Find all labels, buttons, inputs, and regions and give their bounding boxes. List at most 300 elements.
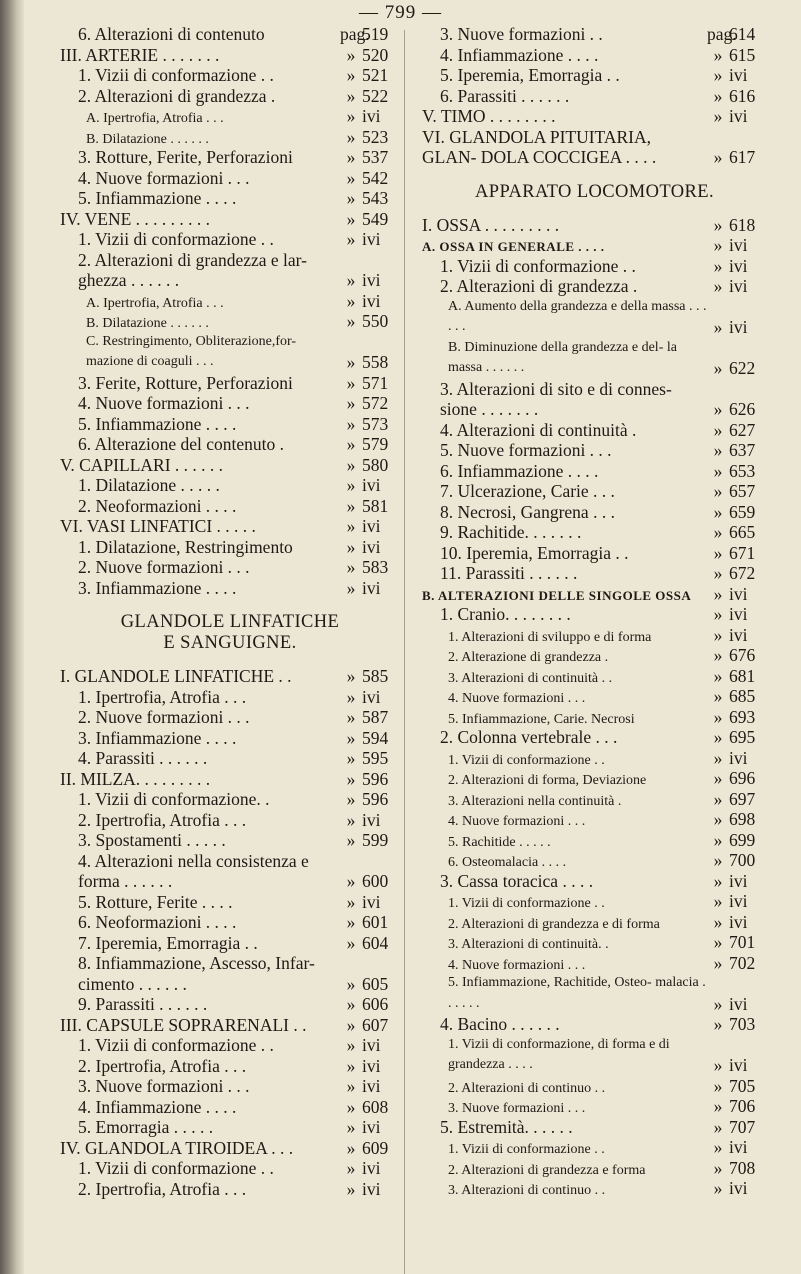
toc-entry (422, 604, 767, 625)
section-heading-line: APPARATO LOCOMOTORE. (475, 181, 714, 202)
toc-entry (60, 557, 400, 578)
toc-entry-title: 3. Cassa toracica . . . . (440, 870, 594, 891)
toc-entry (60, 24, 400, 45)
toc-page-marker: pag. (340, 24, 370, 44)
toc-page-marker: » (346, 229, 356, 249)
toc-page-marker: » (346, 393, 356, 413)
toc-entry (422, 871, 767, 892)
toc-entry-title: 11. Parassiti . . . . . . (440, 563, 578, 583)
toc-page-marker: » (713, 147, 723, 167)
toc-page-marker: » (713, 1178, 723, 1198)
toc-page-marker: » (713, 1116, 723, 1137)
toc-entry (422, 256, 767, 277)
toc-entry-title: II. MILZA. . . . . . . . . (60, 768, 211, 789)
toc-page-marker: » (713, 276, 723, 296)
toc-entry-title: 3. Rotture, Ferite, Perforazioni (78, 147, 293, 167)
toc-entry-title: 2. Alterazioni di grandezza e di forma (448, 916, 660, 932)
toc-entry-title: 6. Osteomalacia . . . . (448, 855, 567, 870)
toc-page-marker: » (346, 789, 356, 809)
toc-page-number: 595 (362, 748, 389, 768)
toc-entry (422, 809, 767, 830)
toc-entry-title: 5. Emorragia . . . . . (78, 1117, 214, 1137)
toc-entry-title: 1. Vizii di conformazione . . (448, 1142, 605, 1157)
toc-page-number: ivi (362, 1076, 381, 1096)
toc-entry-title: 4. Nuove formazioni . . . (78, 393, 250, 413)
toc-page-number: ivi (729, 106, 748, 126)
toc-page-number: 708 (729, 1157, 756, 1178)
toc-entry (422, 297, 767, 338)
toc-page-number: 558 (362, 352, 389, 372)
toc-entry-title: 3. Alterazioni nella continuità . (448, 793, 622, 809)
toc-page-marker: » (713, 44, 723, 65)
toc-page-number: 579 (362, 434, 389, 454)
toc-page-marker: » (713, 706, 723, 727)
toc-page-number: ivi (729, 747, 748, 768)
toc-page-number: 585 (362, 666, 389, 686)
toc-entry (60, 147, 400, 168)
toc-page-number: 653 (729, 460, 756, 481)
toc-entry (60, 912, 400, 933)
toc-page-marker: » (346, 1076, 356, 1096)
toc-entry-title: 2. Alterazioni di grandezza . (78, 85, 276, 106)
toc-entry (422, 953, 767, 974)
toc-page-number: 685 (729, 686, 756, 706)
toc-entry (422, 727, 767, 748)
toc-entry-title: I. OSSA . . . . . . . . . (422, 214, 560, 235)
toc-page-marker: » (713, 747, 723, 768)
toc-page-marker: » (346, 1158, 356, 1178)
toc-page-number: 580 (362, 454, 389, 475)
toc-entry-title: 2. Alterazioni di grandezza . (440, 276, 638, 296)
toc-entry (60, 291, 400, 312)
toc-entry-title: 5. Rachitide . . . . . (448, 834, 551, 850)
toc-entry (60, 537, 400, 558)
toc-entry (422, 502, 767, 523)
toc-page-number: 626 (729, 399, 756, 419)
toc-entry-title: 4. Nuove formazioni . . . (448, 691, 586, 706)
toc-entry (422, 543, 767, 564)
toc-page-number: ivi (729, 911, 748, 932)
toc-page-number: 607 (362, 1014, 389, 1035)
section-heading (60, 612, 400, 654)
toc-entry (60, 127, 400, 148)
toc-page-marker: » (346, 147, 356, 167)
toc-page-marker: » (346, 536, 356, 557)
toc-page-marker: » (713, 1075, 723, 1096)
toc-entry (60, 414, 400, 435)
toc-page-number: 587 (362, 707, 389, 727)
toc-page-number: 701 (729, 932, 756, 952)
toc-page-marker: » (713, 624, 723, 645)
toc-page-marker: » (346, 85, 356, 106)
toc-entry-title: 1. Cranio. . . . . . . . (440, 604, 571, 624)
toc-entry-title: 4. Alterazioni di continuità . (440, 419, 637, 440)
toc-page-marker: » (713, 932, 723, 952)
toc-page-marker: » (346, 891, 356, 912)
toc-entry (60, 496, 400, 517)
toc-page-number: 622 (729, 358, 756, 378)
toc-page-marker: » (346, 495, 356, 516)
toc-page-number: 705 (729, 1075, 756, 1096)
toc-page-number: ivi (362, 686, 381, 707)
toc-page-marker: » (346, 748, 356, 768)
toc-entry (60, 830, 400, 851)
toc-page-number: 599 (362, 830, 389, 850)
toc-entry (422, 1076, 767, 1097)
toc-entry (422, 461, 767, 482)
toc-entry (422, 789, 767, 810)
toc-entry (422, 645, 767, 666)
toc-page-number: ivi (729, 65, 748, 85)
toc-entry-title: 1. Vizii di conformazione . . (78, 65, 274, 85)
toc-page-number: ivi (729, 276, 748, 296)
toc-page-marker: » (713, 481, 723, 501)
toc-page-number: ivi (729, 255, 748, 276)
toc-page-marker: » (713, 870, 723, 891)
toc-page-marker: » (346, 413, 356, 434)
toc-entry-title: 3. Nuove formazioni . . . (448, 1101, 586, 1116)
toc-page-marker: » (713, 727, 723, 747)
toc-entry-title: 4. Infiammazione . . . . (440, 44, 599, 65)
toc-page-number: ivi (729, 1055, 748, 1075)
toc-page-number: 706 (729, 1096, 756, 1116)
toc-entry-title: III. ARTERIE . . . . . . . (60, 44, 220, 65)
toc-page-number: 520 (362, 44, 389, 65)
toc-page-number: 681 (729, 665, 756, 686)
toc-page-number: 702 (729, 952, 756, 973)
toc-page-number: ivi (362, 1158, 381, 1178)
toc-page-marker: » (713, 255, 723, 276)
toc-entry-title: 2. Ipertrofia, Atrofia . . . (78, 1178, 247, 1199)
toc-page-number: ivi (729, 235, 748, 255)
toc-entry-title: 2. Colonna vertebrale . . . (440, 727, 618, 747)
toc-entry (422, 1117, 767, 1138)
toc-page-marker: » (346, 809, 356, 830)
toc-entry (422, 24, 767, 45)
toc-entry (60, 393, 400, 414)
toc-entry-title: 3. Ferite, Rotture, Perforazioni (78, 372, 293, 393)
toc-entry-title: A. Aumento della grandezza e della massa . . . . . . (448, 298, 707, 334)
toc-entry (422, 235, 767, 256)
toc-entry-title: 4. Nuove formazioni . . . (78, 167, 250, 188)
toc-page-number: 596 (362, 768, 389, 789)
toc-entry-title: 8. Infiammazione, Ascesso, Infar- cimento . . . . . . (78, 953, 315, 994)
toc-page-marker: » (713, 993, 723, 1014)
toc-entry-title: 4. Bacino . . . . . . (440, 1014, 560, 1034)
toc-page-number: ivi (729, 583, 748, 604)
toc-page-marker: » (713, 399, 723, 419)
toc-page-number: ivi (729, 891, 748, 911)
toc-entry-title: 2. Ipertrofia, Atrofia . . . (78, 1055, 247, 1076)
toc-page-marker: » (346, 1137, 356, 1158)
toc-entry (422, 973, 767, 1014)
toc-entry-title: 7. Iperemia, Emorragia . . (78, 932, 258, 953)
toc-page-marker: » (713, 65, 723, 85)
toc-entry (60, 933, 400, 954)
toc-entry (60, 789, 400, 810)
toc-page-number: 698 (729, 809, 756, 829)
toc-entry-title: B. Diminuzione della grandezza e del- la massa . . . . . . (448, 339, 677, 375)
toc-page-number: 550 (362, 311, 389, 331)
toc-entry-title: III. CAPSULE SOPRARENALI . . (60, 1014, 307, 1035)
toc-entry (60, 953, 400, 994)
toc-entry (422, 584, 767, 605)
toc-entry-title: 2. Alterazioni di grandezza e forma (448, 1162, 646, 1178)
toc-page-marker: » (713, 686, 723, 706)
toc-page-number: ivi (362, 1055, 381, 1076)
toc-entry (60, 1158, 400, 1179)
toc-page-number: ivi (362, 516, 381, 536)
toc-page-number: 572 (362, 393, 389, 413)
toc-page-marker: » (346, 270, 356, 290)
toc-entry-title: 1. Vizii di conformazione . . (78, 229, 274, 249)
toc-page-marker: » (713, 1137, 723, 1157)
toc-entry (60, 748, 400, 769)
toc-entry-title: 2. Alterazioni di grandezza e lar- ghezza . . . . . . (78, 249, 307, 290)
toc-page-number: 609 (362, 1137, 389, 1158)
toc-page-marker: » (713, 419, 723, 440)
toc-page-marker: » (713, 106, 723, 126)
toc-entry (422, 1014, 767, 1035)
toc-entry (422, 768, 767, 789)
toc-entry (60, 810, 400, 831)
toc-page-marker: » (346, 1014, 356, 1035)
toc-entry (60, 106, 400, 127)
toc-page-number: ivi (362, 809, 381, 830)
toc-entry-title: 5. Iperemia, Emorragia . . (440, 65, 620, 85)
toc-entry-title: B. ALTERAZIONI DELLE SINGOLE OSSA (422, 587, 692, 603)
toc-page-number: 581 (362, 495, 389, 516)
toc-page-marker: » (713, 604, 723, 624)
toc-entry (422, 481, 767, 502)
toc-entry-title: 5. Infiammazione . . . . (78, 188, 237, 208)
toc-entry (422, 686, 767, 707)
toc-page-number: 600 (362, 871, 389, 891)
toc-entry-title: 5. Infiammazione . . . . (78, 413, 237, 434)
toc-page-number: ivi (729, 870, 748, 891)
toc-page-number: 615 (729, 44, 756, 65)
toc-page-number: ivi (729, 624, 748, 645)
toc-page-number: 657 (729, 481, 756, 501)
toc-page-number: 537 (362, 147, 389, 167)
toc-entry (60, 1097, 400, 1118)
toc-page-number: ivi (729, 317, 748, 337)
toc-page-marker: » (346, 557, 356, 577)
toc-page-marker: » (346, 290, 356, 311)
toc-page-marker: » (346, 768, 356, 789)
toc-page-marker: » (713, 665, 723, 686)
toc-page-number: 703 (729, 1014, 756, 1034)
section-heading-line: GLANDOLE LINFATICHE (120, 612, 340, 632)
toc-page-marker: pag. (707, 24, 737, 44)
toc-page-number: 672 (729, 563, 756, 583)
toc-page-number: 696 (729, 768, 756, 788)
toc-page-marker: » (346, 666, 356, 686)
toc-page-marker: » (346, 434, 356, 454)
toc-entry-title: 5. Rotture, Ferite . . . . (78, 891, 233, 912)
toc-page-number: ivi (729, 1137, 748, 1157)
toc-page-number: 542 (362, 167, 389, 188)
toc-page-marker: » (346, 994, 356, 1014)
toc-page-number: 604 (362, 932, 389, 953)
toc-page-marker: » (713, 235, 723, 255)
toc-entry (422, 45, 767, 66)
toc-entry-title: 1. Vizii di conformazione. . (78, 789, 270, 809)
toc-page-marker: » (346, 1178, 356, 1199)
toc-entry-title: IV. GLANDOLA TIROIDEA . . . (60, 1137, 294, 1158)
toc-entry (60, 578, 400, 599)
toc-page-number: 659 (729, 501, 756, 522)
toc-page-marker: » (346, 830, 356, 850)
toc-page-marker: » (713, 809, 723, 829)
toc-page-marker: » (713, 460, 723, 481)
toc-page-marker: » (346, 208, 356, 229)
toc-entry (60, 434, 400, 455)
toc-entry (60, 229, 400, 250)
toc-page-number: 614 (729, 24, 756, 44)
toc-page-marker: » (346, 126, 356, 147)
toc-entry-title: 5. Infiammazione, Rachitide, Osteo- malacia . . . . . . (448, 975, 706, 1011)
toc-page-marker: » (713, 85, 723, 106)
toc-entry-title: 1. Alterazioni di sviluppo e di forma (448, 629, 652, 645)
toc-entry-title: 7. Ulcerazione, Carie . . . (440, 481, 615, 501)
toc-page-marker: » (346, 1055, 356, 1076)
toc-page-number: ivi (362, 270, 381, 290)
toc-page-number: 594 (362, 727, 389, 748)
toc-page-marker: » (346, 167, 356, 188)
toc-page-number: 618 (729, 214, 756, 235)
toc-entry (60, 1138, 400, 1159)
toc-entry (60, 1015, 400, 1036)
toc-entry-title: 4. Nuove formazioni . . . (448, 814, 586, 829)
toc-page-number: 583 (362, 557, 389, 577)
toc-page-marker: » (346, 871, 356, 891)
toc-entry-title: 3. Alterazioni di continuità. . (448, 937, 609, 952)
toc-page-marker: » (713, 317, 723, 337)
toc-entry-title: IV. VENE . . . . . . . . . (60, 208, 211, 229)
toc-page-marker: » (713, 358, 723, 378)
toc-entry-title: V. CAPILLARI . . . . . . (60, 454, 224, 475)
toc-entry (422, 522, 767, 543)
toc-page-marker: » (346, 516, 356, 536)
toc-page-marker: » (713, 214, 723, 235)
toc-entry-title: 9. Rachitide. . . . . . . (440, 522, 582, 542)
toc-entry (60, 707, 400, 728)
toc-page-number: 522 (362, 85, 389, 106)
toc-page-marker: » (346, 912, 356, 932)
toc-page-number: 637 (729, 440, 756, 460)
toc-page-number: ivi (362, 536, 381, 557)
toc-entry-title: C. Restringimento, Obliterazione,for- mazione di coaguli . . . (86, 333, 297, 369)
toc-page-number: 571 (362, 372, 389, 393)
toc-entry (60, 86, 400, 107)
toc-page-marker: » (713, 911, 723, 932)
toc-page-number: ivi (729, 1178, 748, 1198)
column-divider (404, 30, 405, 1274)
toc-entry-title: V. TIMO . . . . . . . . (422, 106, 556, 126)
toc-entry (60, 728, 400, 749)
toc-page-marker: » (346, 973, 356, 994)
toc-entry (60, 1056, 400, 1077)
toc-page-marker: » (713, 952, 723, 973)
toc-entry-title: 2. Nuove formazioni . . . (78, 557, 250, 577)
toc-entry-title: VI. VASI LINFATICI . . . . . (60, 516, 256, 536)
toc-page-marker: » (713, 891, 723, 911)
toc-entry (422, 707, 767, 728)
toc-entry (422, 830, 767, 851)
toc-entry-title: VI. GLANDOLA PITUITARIA, GLAN- DOLA COCCIGEA . . . . (422, 126, 657, 167)
toc-page-number: ivi (362, 290, 381, 311)
toc-page-number: 627 (729, 419, 756, 440)
toc-entry (60, 687, 400, 708)
toc-entry (60, 475, 400, 496)
toc-entry (422, 65, 767, 86)
toc-page-number: ivi (362, 577, 381, 598)
toc-entry (60, 311, 400, 332)
toc-entry-title: B. Dilatazione . . . . . . (86, 316, 209, 331)
toc-page-number: 519 (362, 24, 389, 44)
toc-entry-title: 5. Estremità. . . . . . (440, 1116, 573, 1137)
toc-page-number: 608 (362, 1096, 389, 1117)
toc-page-number: 596 (362, 789, 389, 809)
toc-page-marker: » (713, 850, 723, 870)
toc-page-number: 601 (362, 912, 389, 932)
toc-page-marker: » (713, 583, 723, 604)
toc-entry-title: 1. Vizii di conformazione . . (440, 255, 636, 276)
toc-page-marker: » (713, 440, 723, 460)
toc-entry-title: 1. Vizii di conformazione . . (78, 1158, 274, 1178)
toc-entry-title: 2. Neoformazioni . . . . (78, 495, 237, 516)
toc-entry (422, 850, 767, 871)
toc-page-marker: » (346, 65, 356, 85)
toc-page-number: ivi (729, 993, 748, 1014)
toc-entry-title: I. GLANDOLE LINFATICHE . . (60, 666, 292, 686)
toc-entry-title: 1. Vizii di conformazione, di forma e di grandezza . . . . (448, 1036, 670, 1072)
toc-page-marker: » (346, 707, 356, 727)
toc-entry-title: 6. Alterazioni di contenuto (78, 24, 265, 44)
toc-entry-title: 5. Nuove formazioni . . . (440, 440, 612, 460)
toc-entry-title: 6. Parassiti . . . . . . (440, 85, 570, 106)
toc-page-marker: » (346, 932, 356, 953)
toc-page-number: 676 (729, 645, 756, 665)
toc-entry-title: 3. Alterazioni di continuità . . (448, 670, 613, 686)
toc-entry (60, 851, 400, 892)
toc-entry-title: 6. Infiammazione . . . . (440, 460, 599, 481)
toc-page-number: 605 (362, 973, 389, 994)
toc-entry-title: 2. Alterazioni di continuo . . (448, 1080, 606, 1096)
page-number: — 799 — (359, 2, 442, 23)
toc-entry-title: 3. Nuove formazioni . . . (78, 1076, 250, 1096)
toc-entry (422, 912, 767, 933)
toc-entry (60, 516, 400, 537)
toc-page-number: ivi (362, 891, 381, 912)
toc-entry (60, 1076, 400, 1097)
toc-entry (422, 379, 767, 420)
toc-entry (422, 1035, 767, 1076)
toc-entry (422, 276, 767, 297)
toc-entry (422, 1096, 767, 1117)
toc-entry-title: 3. Spostamenti . . . . . (78, 830, 226, 850)
toc-page-marker: » (346, 352, 356, 372)
toc-entry-title: 1. Dilatazione . . . . . (78, 475, 220, 495)
toc-page-marker: » (713, 501, 723, 522)
toc-entry-title: 4. Alterazioni nella consistenza e forma . . . . . . (78, 850, 309, 891)
toc-page-marker: » (346, 372, 356, 393)
toc-page-number: 671 (729, 542, 756, 563)
toc-page-marker: » (713, 768, 723, 788)
toc-entry-title: A. OSSA IN GENERALE . . . . (422, 239, 605, 254)
toc-page-marker: » (713, 645, 723, 665)
